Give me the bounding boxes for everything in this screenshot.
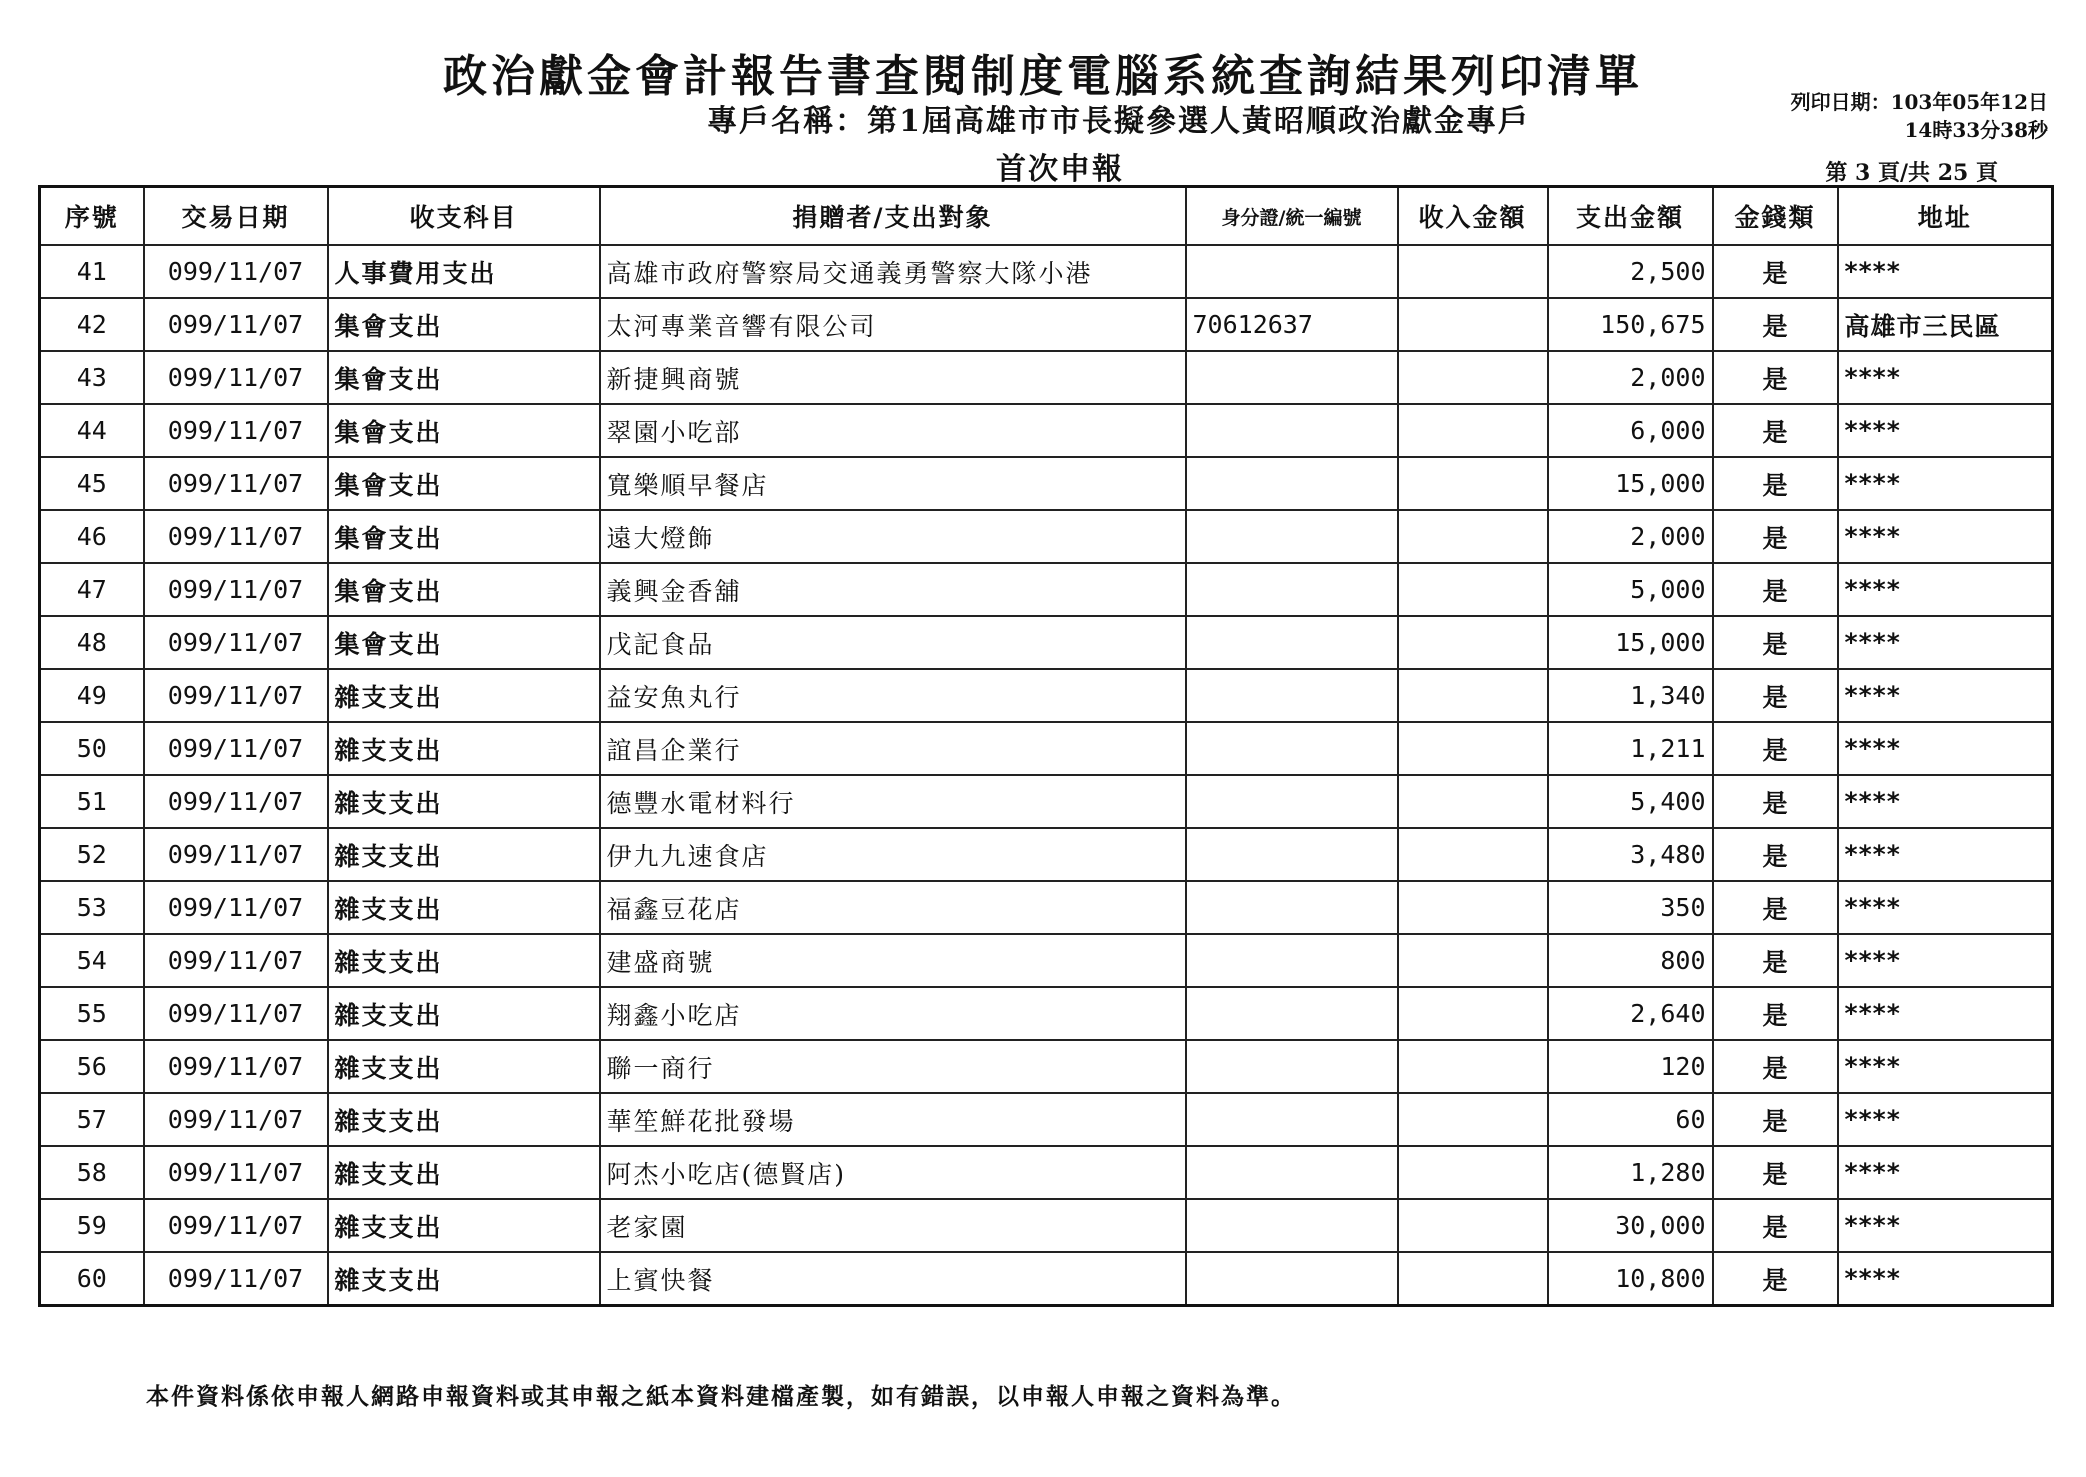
cell-income xyxy=(1398,510,1548,563)
col-header-income: 收入金額 xyxy=(1398,187,1548,246)
col-header-address: 地址 xyxy=(1838,187,2053,246)
cell-seq: 47 xyxy=(40,563,144,616)
cell-seq: 54 xyxy=(40,934,144,987)
cell-date: 099/11/07 xyxy=(144,1093,328,1146)
cell-money-type: 是 xyxy=(1713,1199,1838,1252)
account-name: 專戶名稱：第1屆高雄市市長擬參選人黃昭順政治獻金專戶 xyxy=(707,104,1530,139)
table-row xyxy=(40,404,2053,457)
page-indicator: 第 3 頁/共 25 頁 xyxy=(1825,160,1998,186)
cell-seq: 55 xyxy=(40,987,144,1040)
cell-income xyxy=(1398,563,1548,616)
cell-subject: 雜支支出 xyxy=(328,1252,600,1306)
cell-date: 099/11/07 xyxy=(144,934,328,987)
cell-seq: 59 xyxy=(40,1199,144,1252)
cell-expense: 10,800 xyxy=(1548,1252,1713,1306)
cell-address: **** xyxy=(1838,881,2053,934)
cell-money-type: 是 xyxy=(1713,1146,1838,1199)
cell-date: 099/11/07 xyxy=(144,775,328,828)
cell-income xyxy=(1398,1252,1548,1306)
cell-id-number xyxy=(1186,669,1398,722)
col-header-subject: 收支科目 xyxy=(328,187,600,246)
cell-income xyxy=(1398,722,1548,775)
cell-money-type: 是 xyxy=(1713,987,1838,1040)
cell-address: **** xyxy=(1838,987,2053,1040)
cell-money-type: 是 xyxy=(1713,934,1838,987)
cell-expense: 2,000 xyxy=(1548,510,1713,563)
cell-id-number xyxy=(1186,881,1398,934)
cell-expense: 15,000 xyxy=(1548,616,1713,669)
cell-id-number xyxy=(1186,1252,1398,1306)
cell-payee: 翠園小吃部 xyxy=(600,404,1186,457)
cell-expense: 15,000 xyxy=(1548,457,1713,510)
cell-subject: 雜支支出 xyxy=(328,934,600,987)
cell-subject: 集會支出 xyxy=(328,298,600,351)
cell-address: **** xyxy=(1838,404,2053,457)
cell-expense: 1,340 xyxy=(1548,669,1713,722)
cell-address: **** xyxy=(1838,563,2053,616)
cell-expense: 120 xyxy=(1548,1040,1713,1093)
cell-id-number xyxy=(1186,563,1398,616)
cell-address: **** xyxy=(1838,245,2053,298)
col-header-payee: 捐贈者/支出對象 xyxy=(600,187,1186,246)
cell-money-type: 是 xyxy=(1713,1093,1838,1146)
cell-money-type: 是 xyxy=(1713,1040,1838,1093)
cell-id-number xyxy=(1186,987,1398,1040)
cell-payee: 遠大燈飾 xyxy=(600,510,1186,563)
cell-id-number: 70612637 xyxy=(1186,298,1398,351)
cell-date: 099/11/07 xyxy=(144,828,328,881)
col-header-id: 身分證/統一編號 xyxy=(1186,187,1398,246)
cell-date: 099/11/07 xyxy=(144,616,328,669)
cell-date: 099/11/07 xyxy=(144,457,328,510)
cell-id-number xyxy=(1186,351,1398,404)
cell-date: 099/11/07 xyxy=(144,1040,328,1093)
cell-address: **** xyxy=(1838,1199,2053,1252)
cell-date: 099/11/07 xyxy=(144,298,328,351)
cell-expense: 3,480 xyxy=(1548,828,1713,881)
cell-id-number xyxy=(1186,1040,1398,1093)
cell-seq: 56 xyxy=(40,1040,144,1093)
table-row xyxy=(40,934,2053,987)
table-row xyxy=(40,616,2053,669)
cell-id-number xyxy=(1186,1199,1398,1252)
cell-seq: 44 xyxy=(40,404,144,457)
cell-income xyxy=(1398,987,1548,1040)
cell-id-number xyxy=(1186,1093,1398,1146)
cell-income xyxy=(1398,775,1548,828)
cell-seq: 53 xyxy=(40,881,144,934)
table-row xyxy=(40,881,2053,934)
cell-address: **** xyxy=(1838,1252,2053,1306)
cell-subject: 雜支支出 xyxy=(328,881,600,934)
table-row xyxy=(40,563,2053,616)
table-row xyxy=(40,245,2053,298)
document-title: 政治獻金會計報告書查閱制度電腦系統查詢結果列印清單 xyxy=(443,51,1643,102)
col-header-money-type: 金錢類 xyxy=(1713,187,1838,246)
cell-subject: 雜支支出 xyxy=(328,722,600,775)
cell-expense: 5,400 xyxy=(1548,775,1713,828)
cell-payee: 建盛商號 xyxy=(600,934,1186,987)
cell-payee: 高雄市政府警察局交通義勇警察大隊小港 xyxy=(600,245,1186,298)
cell-payee: 新捷興商號 xyxy=(600,351,1186,404)
cell-date: 099/11/07 xyxy=(144,722,328,775)
cell-income xyxy=(1398,934,1548,987)
cell-address: **** xyxy=(1838,722,2053,775)
cell-id-number xyxy=(1186,616,1398,669)
cell-money-type: 是 xyxy=(1713,245,1838,298)
cell-subject: 雜支支出 xyxy=(328,775,600,828)
cell-address: 高雄市三民區 xyxy=(1838,298,2053,351)
table-row xyxy=(40,1146,2053,1199)
cell-expense: 60 xyxy=(1548,1093,1713,1146)
print-date-line2: 14時33分38秒 xyxy=(1904,118,2048,142)
cell-money-type: 是 xyxy=(1713,563,1838,616)
cell-date: 099/11/07 xyxy=(144,351,328,404)
table-header-row xyxy=(40,187,2053,246)
cell-seq: 50 xyxy=(40,722,144,775)
cell-payee: 義興金香舖 xyxy=(600,563,1186,616)
cell-money-type: 是 xyxy=(1713,404,1838,457)
table-row xyxy=(40,457,2053,510)
cell-subject: 雜支支出 xyxy=(328,1199,600,1252)
table-row xyxy=(40,722,2053,775)
table-row xyxy=(40,1199,2053,1252)
cell-income xyxy=(1398,245,1548,298)
cell-income xyxy=(1398,1040,1548,1093)
cell-id-number xyxy=(1186,828,1398,881)
cell-income xyxy=(1398,616,1548,669)
cell-subject: 集會支出 xyxy=(328,404,600,457)
cell-address: **** xyxy=(1838,1093,2053,1146)
cell-subject: 雜支支出 xyxy=(328,1040,600,1093)
cell-money-type: 是 xyxy=(1713,351,1838,404)
cell-expense: 5,000 xyxy=(1548,563,1713,616)
footer-note: 本件資料係依申報人網路申報資料或其申報之紙本資料建檔產製，如有錯誤，以申報人申報之資料為準。 xyxy=(146,1383,1296,1410)
cell-money-type: 是 xyxy=(1713,616,1838,669)
col-header-expense: 支出金額 xyxy=(1548,187,1713,246)
cell-payee: 誼昌企業行 xyxy=(600,722,1186,775)
cell-money-type: 是 xyxy=(1713,1252,1838,1306)
cell-expense: 2,500 xyxy=(1548,245,1713,298)
cell-date: 099/11/07 xyxy=(144,1146,328,1199)
cell-expense: 2,000 xyxy=(1548,351,1713,404)
cell-payee: 德豐水電材料行 xyxy=(600,775,1186,828)
cell-date: 099/11/07 xyxy=(144,404,328,457)
cell-seq: 57 xyxy=(40,1093,144,1146)
cell-subject: 人事費用支出 xyxy=(328,245,600,298)
cell-date: 099/11/07 xyxy=(144,1252,328,1306)
table-row xyxy=(40,1252,2053,1306)
col-header-seq: 序號 xyxy=(40,187,144,246)
cell-subject: 集會支出 xyxy=(328,457,600,510)
cell-expense: 30,000 xyxy=(1548,1199,1713,1252)
col-header-date: 交易日期 xyxy=(144,187,328,246)
cell-seq: 60 xyxy=(40,1252,144,1306)
cell-id-number xyxy=(1186,457,1398,510)
cell-payee: 阿杰小吃店(德賢店) xyxy=(600,1146,1186,1199)
cell-seq: 43 xyxy=(40,351,144,404)
cell-expense: 350 xyxy=(1548,881,1713,934)
cell-money-type: 是 xyxy=(1713,722,1838,775)
cell-address: **** xyxy=(1838,457,2053,510)
cell-expense: 150,675 xyxy=(1548,298,1713,351)
cell-income xyxy=(1398,1146,1548,1199)
cell-id-number xyxy=(1186,934,1398,987)
table-row xyxy=(40,1040,2053,1093)
cell-address: **** xyxy=(1838,616,2053,669)
cell-date: 099/11/07 xyxy=(144,881,328,934)
cell-subject: 雜支支出 xyxy=(328,1093,600,1146)
cell-money-type: 是 xyxy=(1713,775,1838,828)
cell-address: **** xyxy=(1838,828,2053,881)
cell-subject: 集會支出 xyxy=(328,351,600,404)
cell-payee: 太河專業音響有限公司 xyxy=(600,298,1186,351)
cell-money-type: 是 xyxy=(1713,510,1838,563)
cell-seq: 49 xyxy=(40,669,144,722)
cell-seq: 45 xyxy=(40,457,144,510)
cell-id-number xyxy=(1186,510,1398,563)
cell-money-type: 是 xyxy=(1713,828,1838,881)
ledger-body xyxy=(40,245,2053,1306)
report-type: 首次申報 xyxy=(996,152,1124,187)
cell-expense: 2,640 xyxy=(1548,987,1713,1040)
cell-payee: 華笙鮮花批發場 xyxy=(600,1093,1186,1146)
cell-address: **** xyxy=(1838,510,2053,563)
cell-expense: 6,000 xyxy=(1548,404,1713,457)
cell-id-number xyxy=(1186,245,1398,298)
cell-subject: 雜支支出 xyxy=(328,669,600,722)
cell-payee: 福鑫豆花店 xyxy=(600,881,1186,934)
table-row xyxy=(40,298,2053,351)
cell-address: **** xyxy=(1838,1040,2053,1093)
cell-payee: 戊記食品 xyxy=(600,616,1186,669)
cell-seq: 48 xyxy=(40,616,144,669)
cell-income xyxy=(1398,298,1548,351)
ledger-table xyxy=(38,185,2054,1307)
cell-money-type: 是 xyxy=(1713,298,1838,351)
table-row xyxy=(40,1093,2053,1146)
table-row xyxy=(40,775,2053,828)
cell-income xyxy=(1398,457,1548,510)
cell-seq: 52 xyxy=(40,828,144,881)
cell-id-number xyxy=(1186,722,1398,775)
cell-subject: 雜支支出 xyxy=(328,1146,600,1199)
cell-address: **** xyxy=(1838,775,2053,828)
cell-payee: 翔鑫小吃店 xyxy=(600,987,1186,1040)
cell-seq: 51 xyxy=(40,775,144,828)
cell-id-number xyxy=(1186,1146,1398,1199)
cell-payee: 益安魚丸行 xyxy=(600,669,1186,722)
cell-subject: 集會支出 xyxy=(328,563,600,616)
cell-seq: 58 xyxy=(40,1146,144,1199)
table-row xyxy=(40,669,2053,722)
cell-date: 099/11/07 xyxy=(144,510,328,563)
cell-income xyxy=(1398,669,1548,722)
cell-seq: 41 xyxy=(40,245,144,298)
cell-payee: 寬樂順早餐店 xyxy=(600,457,1186,510)
cell-date: 099/11/07 xyxy=(144,245,328,298)
print-date xyxy=(1791,88,2048,144)
cell-date: 099/11/07 xyxy=(144,1199,328,1252)
cell-address: **** xyxy=(1838,351,2053,404)
cell-payee: 伊九九速食店 xyxy=(600,828,1186,881)
cell-subject: 雜支支出 xyxy=(328,987,600,1040)
cell-income xyxy=(1398,828,1548,881)
cell-subject: 集會支出 xyxy=(328,616,600,669)
cell-id-number xyxy=(1186,404,1398,457)
table-row xyxy=(40,987,2053,1040)
cell-seq: 46 xyxy=(40,510,144,563)
cell-address: **** xyxy=(1838,669,2053,722)
cell-expense: 800 xyxy=(1548,934,1713,987)
cell-subject: 集會支出 xyxy=(328,510,600,563)
cell-address: **** xyxy=(1838,1146,2053,1199)
table-row xyxy=(40,828,2053,881)
cell-address: **** xyxy=(1838,934,2053,987)
cell-income xyxy=(1398,1199,1548,1252)
cell-income xyxy=(1398,1093,1548,1146)
cell-income xyxy=(1398,351,1548,404)
cell-expense: 1,280 xyxy=(1548,1146,1713,1199)
cell-money-type: 是 xyxy=(1713,669,1838,722)
cell-subject: 雜支支出 xyxy=(328,828,600,881)
table-row xyxy=(40,510,2053,563)
cell-payee: 老家園 xyxy=(600,1199,1186,1252)
cell-expense: 1,211 xyxy=(1548,722,1713,775)
cell-income xyxy=(1398,404,1548,457)
cell-income xyxy=(1398,881,1548,934)
cell-money-type: 是 xyxy=(1713,881,1838,934)
table-row xyxy=(40,351,2053,404)
cell-id-number xyxy=(1186,775,1398,828)
cell-seq: 42 xyxy=(40,298,144,351)
print-date-line1: 列印日期：103年05年12日 xyxy=(1790,90,2048,114)
cell-date: 099/11/07 xyxy=(144,669,328,722)
cell-payee: 上賓快餐 xyxy=(600,1252,1186,1306)
cell-date: 099/11/07 xyxy=(144,563,328,616)
cell-payee: 聯一商行 xyxy=(600,1040,1186,1093)
cell-date: 099/11/07 xyxy=(144,987,328,1040)
cell-money-type: 是 xyxy=(1713,457,1838,510)
